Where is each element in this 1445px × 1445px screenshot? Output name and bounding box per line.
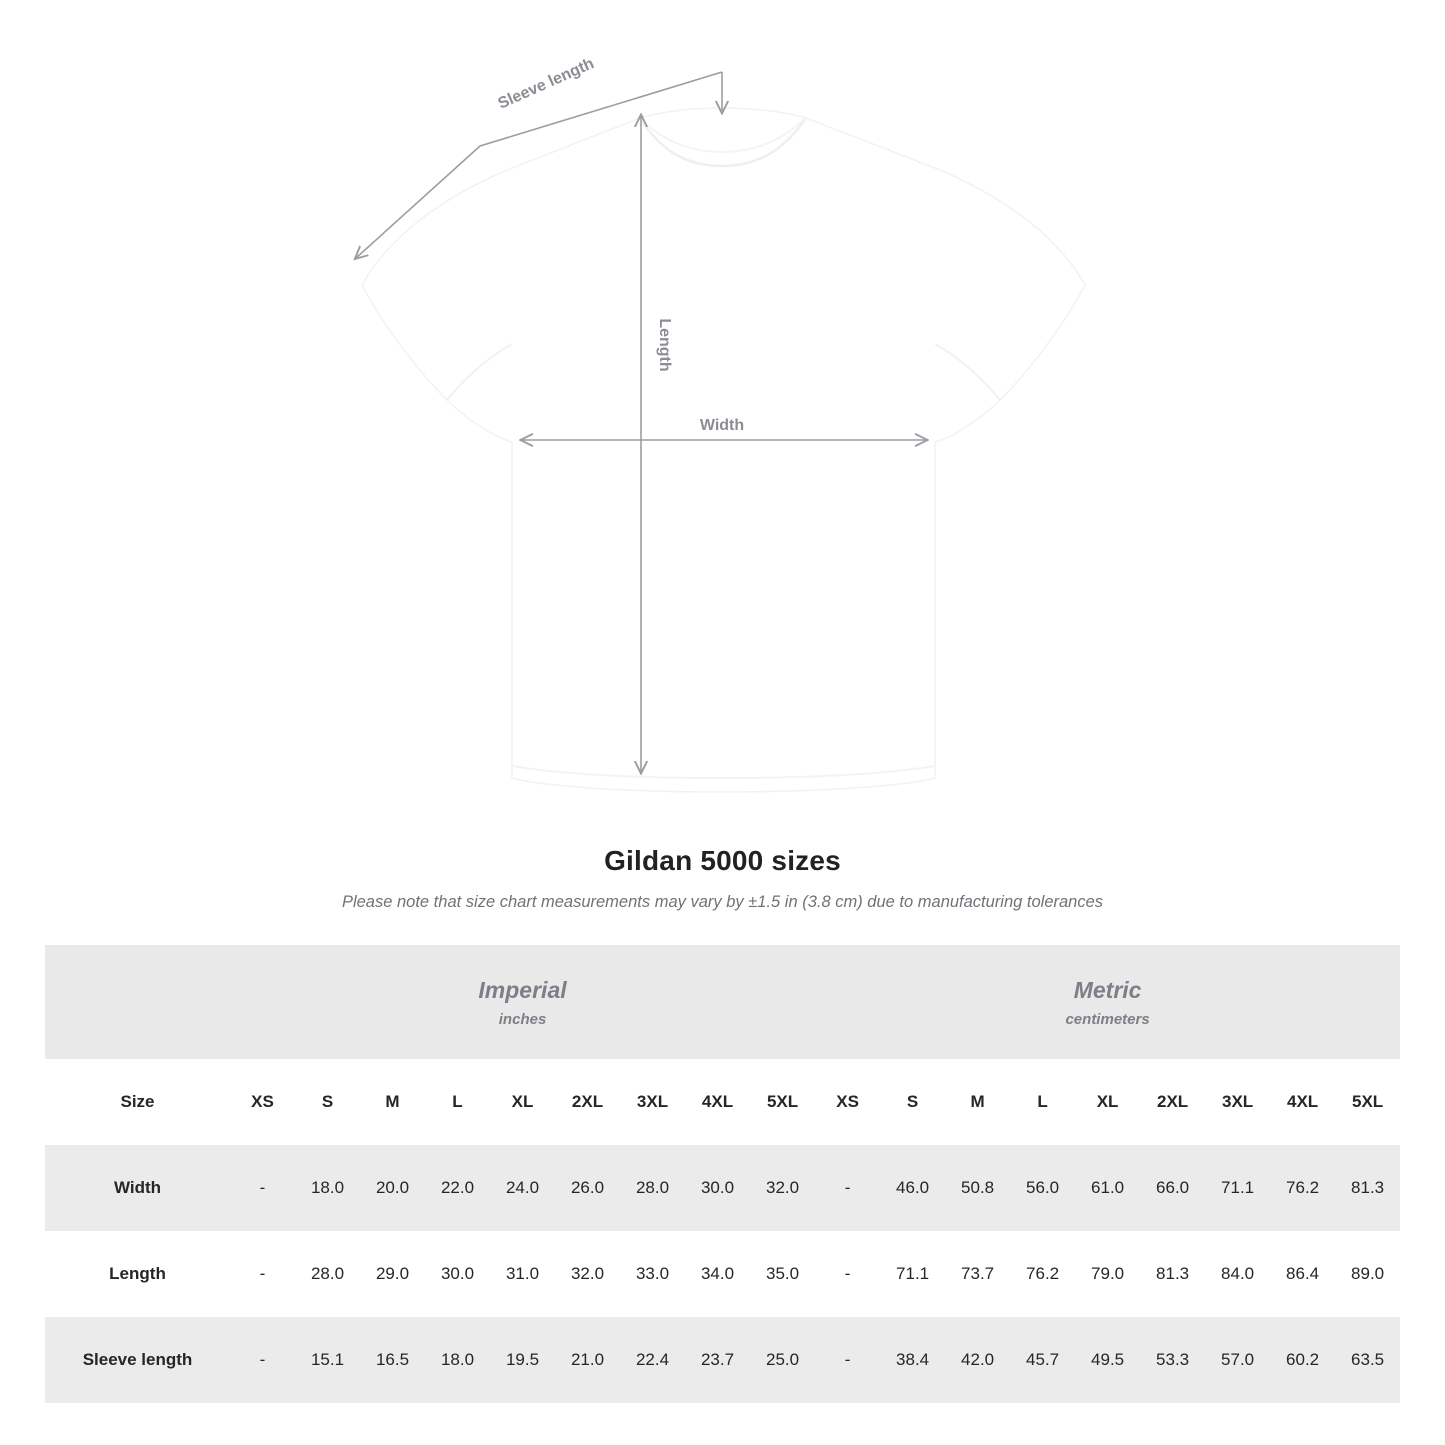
col-header-metric-3xl: 3XL — [1205, 1059, 1270, 1145]
cell-length-imperial-xs: - — [230, 1231, 295, 1317]
col-header-imperial-l: L — [425, 1059, 490, 1145]
length-label: Length — [656, 318, 673, 372]
cell-length-metric-s: 71.1 — [880, 1231, 945, 1317]
cell-width-metric-xs: - — [815, 1145, 880, 1231]
imperial-subtitle: inches — [498, 1010, 547, 1028]
col-header-imperial-m: M — [360, 1059, 425, 1145]
cell-width-metric-l: 56.0 — [1010, 1145, 1075, 1231]
cell-sleeve-imperial-l: 18.0 — [425, 1317, 490, 1403]
cell-sleeve-metric-3xl: 57.0 — [1205, 1317, 1270, 1403]
cell-length-metric-xl: 79.0 — [1075, 1231, 1140, 1317]
cell-length-metric-4xl: 86.4 — [1270, 1231, 1335, 1317]
page-title: Gildan 5000 sizes — [604, 845, 841, 876]
cell-width-metric-3xl: 71.1 — [1205, 1145, 1270, 1231]
cell-length-metric-2xl: 81.3 — [1140, 1231, 1205, 1317]
col-header-imperial-5xl: 5XL — [750, 1059, 815, 1145]
cell-sleeve-imperial-5xl: 25.0 — [750, 1317, 815, 1403]
table-header-row — [45, 1059, 1400, 1145]
cell-sleeve-imperial-2xl: 21.0 — [555, 1317, 620, 1403]
cell-sleeve-metric-xs: - — [815, 1317, 880, 1403]
cell-sleeve-metric-s: 38.4 — [880, 1317, 945, 1403]
cell-length-imperial-3xl: 33.0 — [620, 1231, 685, 1317]
col-header-metric-l: L — [1010, 1059, 1075, 1145]
width-label: Width — [699, 417, 745, 434]
table-row — [45, 1317, 1400, 1403]
cell-sleeve-metric-4xl: 60.2 — [1270, 1317, 1335, 1403]
cell-length-imperial-2xl: 32.0 — [555, 1231, 620, 1317]
cell-length-metric-3xl: 84.0 — [1205, 1231, 1270, 1317]
col-header-metric-m: M — [945, 1059, 1010, 1145]
col-header-imperial-2xl: 2XL — [555, 1059, 620, 1145]
cell-width-metric-m: 50.8 — [945, 1145, 1010, 1231]
cell-width-metric-s: 46.0 — [880, 1145, 945, 1231]
cell-width-imperial-xs: - — [230, 1145, 295, 1231]
row-label-length: Length — [45, 1231, 230, 1317]
col-header-metric-xs: XS — [815, 1059, 880, 1145]
cell-width-imperial-2xl: 26.0 — [555, 1145, 620, 1231]
col-header-imperial-xl: XL — [490, 1059, 555, 1145]
cell-length-imperial-xl: 31.0 — [490, 1231, 555, 1317]
col-header-metric-2xl: 2XL — [1140, 1059, 1205, 1145]
cell-sleeve-imperial-m: 16.5 — [360, 1317, 425, 1403]
cell-sleeve-metric-xl: 49.5 — [1075, 1317, 1140, 1403]
unit-header-imperial — [230, 945, 815, 1059]
metric-subtitle: centimeters — [1065, 1010, 1150, 1028]
unit-header-spacer — [45, 945, 230, 1059]
cell-width-imperial-5xl: 32.0 — [750, 1145, 815, 1231]
cell-sleeve-imperial-s: 15.1 — [295, 1317, 360, 1403]
cell-width-metric-2xl: 66.0 — [1140, 1145, 1205, 1231]
cell-width-metric-5xl: 81.3 — [1335, 1145, 1400, 1231]
col-header-imperial-xs: XS — [230, 1059, 295, 1145]
size-chart-table — [45, 945, 1400, 1403]
cell-width-metric-4xl: 76.2 — [1270, 1145, 1335, 1231]
chart-title-block — [0, 845, 1445, 912]
cell-sleeve-metric-l: 45.7 — [1010, 1317, 1075, 1403]
col-header-metric-xl: XL — [1075, 1059, 1140, 1145]
col-header-imperial-3xl: 3XL — [620, 1059, 685, 1145]
row-label-sleeve-length: Sleeve length — [45, 1317, 230, 1403]
col-header-metric-5xl: 5XL — [1335, 1059, 1400, 1145]
cell-length-imperial-5xl: 35.0 — [750, 1231, 815, 1317]
cell-width-imperial-s: 18.0 — [295, 1145, 360, 1231]
cell-sleeve-metric-2xl: 53.3 — [1140, 1317, 1205, 1403]
cell-sleeve-imperial-4xl: 23.7 — [685, 1317, 750, 1403]
cell-sleeve-metric-5xl: 63.5 — [1335, 1317, 1400, 1403]
cell-length-imperial-m: 29.0 — [360, 1231, 425, 1317]
cell-width-metric-xl: 61.0 — [1075, 1145, 1140, 1231]
metric-title: Metric — [1073, 976, 1142, 1003]
cell-sleeve-metric-m: 42.0 — [945, 1317, 1010, 1403]
cell-width-imperial-4xl: 30.0 — [685, 1145, 750, 1231]
row-label-width: Width — [45, 1145, 230, 1231]
cell-length-metric-xs: - — [815, 1231, 880, 1317]
cell-width-imperial-3xl: 28.0 — [620, 1145, 685, 1231]
tshirt-shape — [362, 108, 1085, 792]
unit-header-metric — [815, 945, 1400, 1059]
imperial-title: Imperial — [478, 976, 567, 1003]
col-header-metric-4xl: 4XL — [1270, 1059, 1335, 1145]
cell-width-imperial-xl: 24.0 — [490, 1145, 555, 1231]
cell-width-imperial-l: 22.0 — [425, 1145, 490, 1231]
cell-sleeve-imperial-3xl: 22.4 — [620, 1317, 685, 1403]
cell-length-metric-l: 76.2 — [1010, 1231, 1075, 1317]
cell-width-imperial-m: 20.0 — [360, 1145, 425, 1231]
cell-length-imperial-4xl: 34.0 — [685, 1231, 750, 1317]
col-header-imperial-s: S — [295, 1059, 360, 1145]
cell-length-metric-5xl: 89.0 — [1335, 1231, 1400, 1317]
cell-sleeve-imperial-xs: - — [230, 1317, 295, 1403]
sleeve-length-label: Sleeve length — [495, 55, 597, 113]
tolerance-note: Please note that size chart measurements may vary by ±1.5 in (3.8 cm) due to manufacturing tolerances — [341, 893, 1104, 911]
table-row — [45, 1145, 1400, 1231]
col-header-imperial-4xl: 4XL — [685, 1059, 750, 1145]
cell-sleeve-imperial-xl: 19.5 — [490, 1317, 555, 1403]
table-row — [45, 1231, 1400, 1317]
row-header-size: Size — [45, 1059, 230, 1145]
cell-length-metric-m: 73.7 — [945, 1231, 1010, 1317]
unit-header-row — [45, 945, 1400, 1059]
cell-length-imperial-l: 30.0 — [425, 1231, 490, 1317]
col-header-metric-s: S — [880, 1059, 945, 1145]
cell-length-imperial-s: 28.0 — [295, 1231, 360, 1317]
